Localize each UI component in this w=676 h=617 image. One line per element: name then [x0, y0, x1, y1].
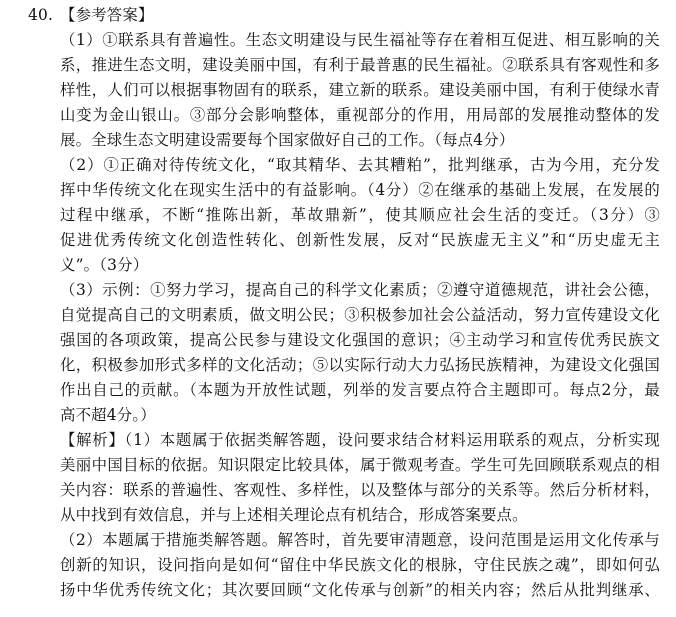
text-line: 作出自己的贡献。（本题为开放性试题，列举的发言要点符合主题即可。每点2分，最 — [60, 381, 660, 399]
text-line: 山变为金山银山。③部分会影响整体，重视部分的作用，用局部的发展推动整体的发 — [60, 106, 660, 124]
text-line: （1）①联系具有普遍性。生态文明建设与民生福祉等存在着相互促进、相互影响的关 — [60, 31, 660, 49]
text-line: 高不超4分。） — [60, 406, 156, 424]
text-line: 自觉提高自己的文明素质，做文明公民；③积极参加社会公益活动，努力宣传建设文化 — [60, 306, 660, 324]
text-line: （3）示例：①努力学习，提高自己的科学文化素质；②遵守道德规范，讲社会公德， — [60, 281, 660, 299]
analysis-line: 扬中华优秀传统文化；其次要回顾“文化传承与创新”的相关内容；然后从批判继承、 — [60, 581, 660, 599]
text-line: 系，推进生态文明，建设美丽中国，有利于最普惠的民生福祉。②联系具有客观性和多 — [60, 56, 660, 74]
text-line: （2）①正确对待传统文化，“取其精华、去其糟粕”，批判继承，古为今用，充分发 — [60, 156, 660, 174]
question-number: 40. — [28, 6, 54, 24]
text-line: 过程中继承，不断“推陈出新，革故鼎新”，使其顺应社会生活的变迁。（3分）③ — [60, 206, 660, 224]
text-line: 强国的各项政策，提高公民参与建设文化强国的意识；④主动学习和宣传优秀民族文 — [60, 331, 660, 349]
analysis-line: 【解析】（1）本题属于依据类解答题，设问要求结合材料运用联系的观点，分析实现 — [60, 431, 660, 449]
analysis-line: 创新的知识，设问指向是如何“留住中华民族文化的根脉，守住民族之魂”，即如何弘 — [60, 556, 660, 574]
text-line: 挥中华传统文化在现实生活中的有益影响。（4分）②在继承的基础上发展，在发展的 — [60, 181, 660, 199]
text-line: 化，积极参加形式多样的文化活动；⑤以实际行动大力弘扬民族精神，为建设文化强国 — [60, 356, 660, 374]
analysis-line: （2）本题属于措施类解答题。解答时，首先要审清题意，设问范围是运用文化传承与 — [60, 531, 660, 549]
text-line: 促进优秀传统文化创造性转化、创新性发展，反对“民族虚无主义”和“历史虚无主 — [60, 231, 660, 249]
analysis-line: 美丽中国目标的依据。知识限定比较具体，属于微观考查。学生可先回顾联系观点的相 — [60, 456, 660, 474]
analysis-line: 从中找到有效信息，并与上述相关理论点有机结合，形成答案要点。 — [60, 506, 528, 524]
text-line: 样性，人们可以根据事物固有的联系，建立新的联系。建设美丽中国，有利于使绿水青 — [60, 81, 660, 99]
answer-heading: 【参考答案】 — [60, 6, 154, 24]
text-line: 义”。（3分） — [60, 256, 149, 274]
analysis-line: 关内容：联系的普遍性、客观性、多样性，以及整体与部分的关系等。然后分析材料， — [60, 481, 660, 499]
text-line: 展。全球生态文明建设需要每个国家做好自己的工作。（每点4分） — [60, 131, 515, 149]
